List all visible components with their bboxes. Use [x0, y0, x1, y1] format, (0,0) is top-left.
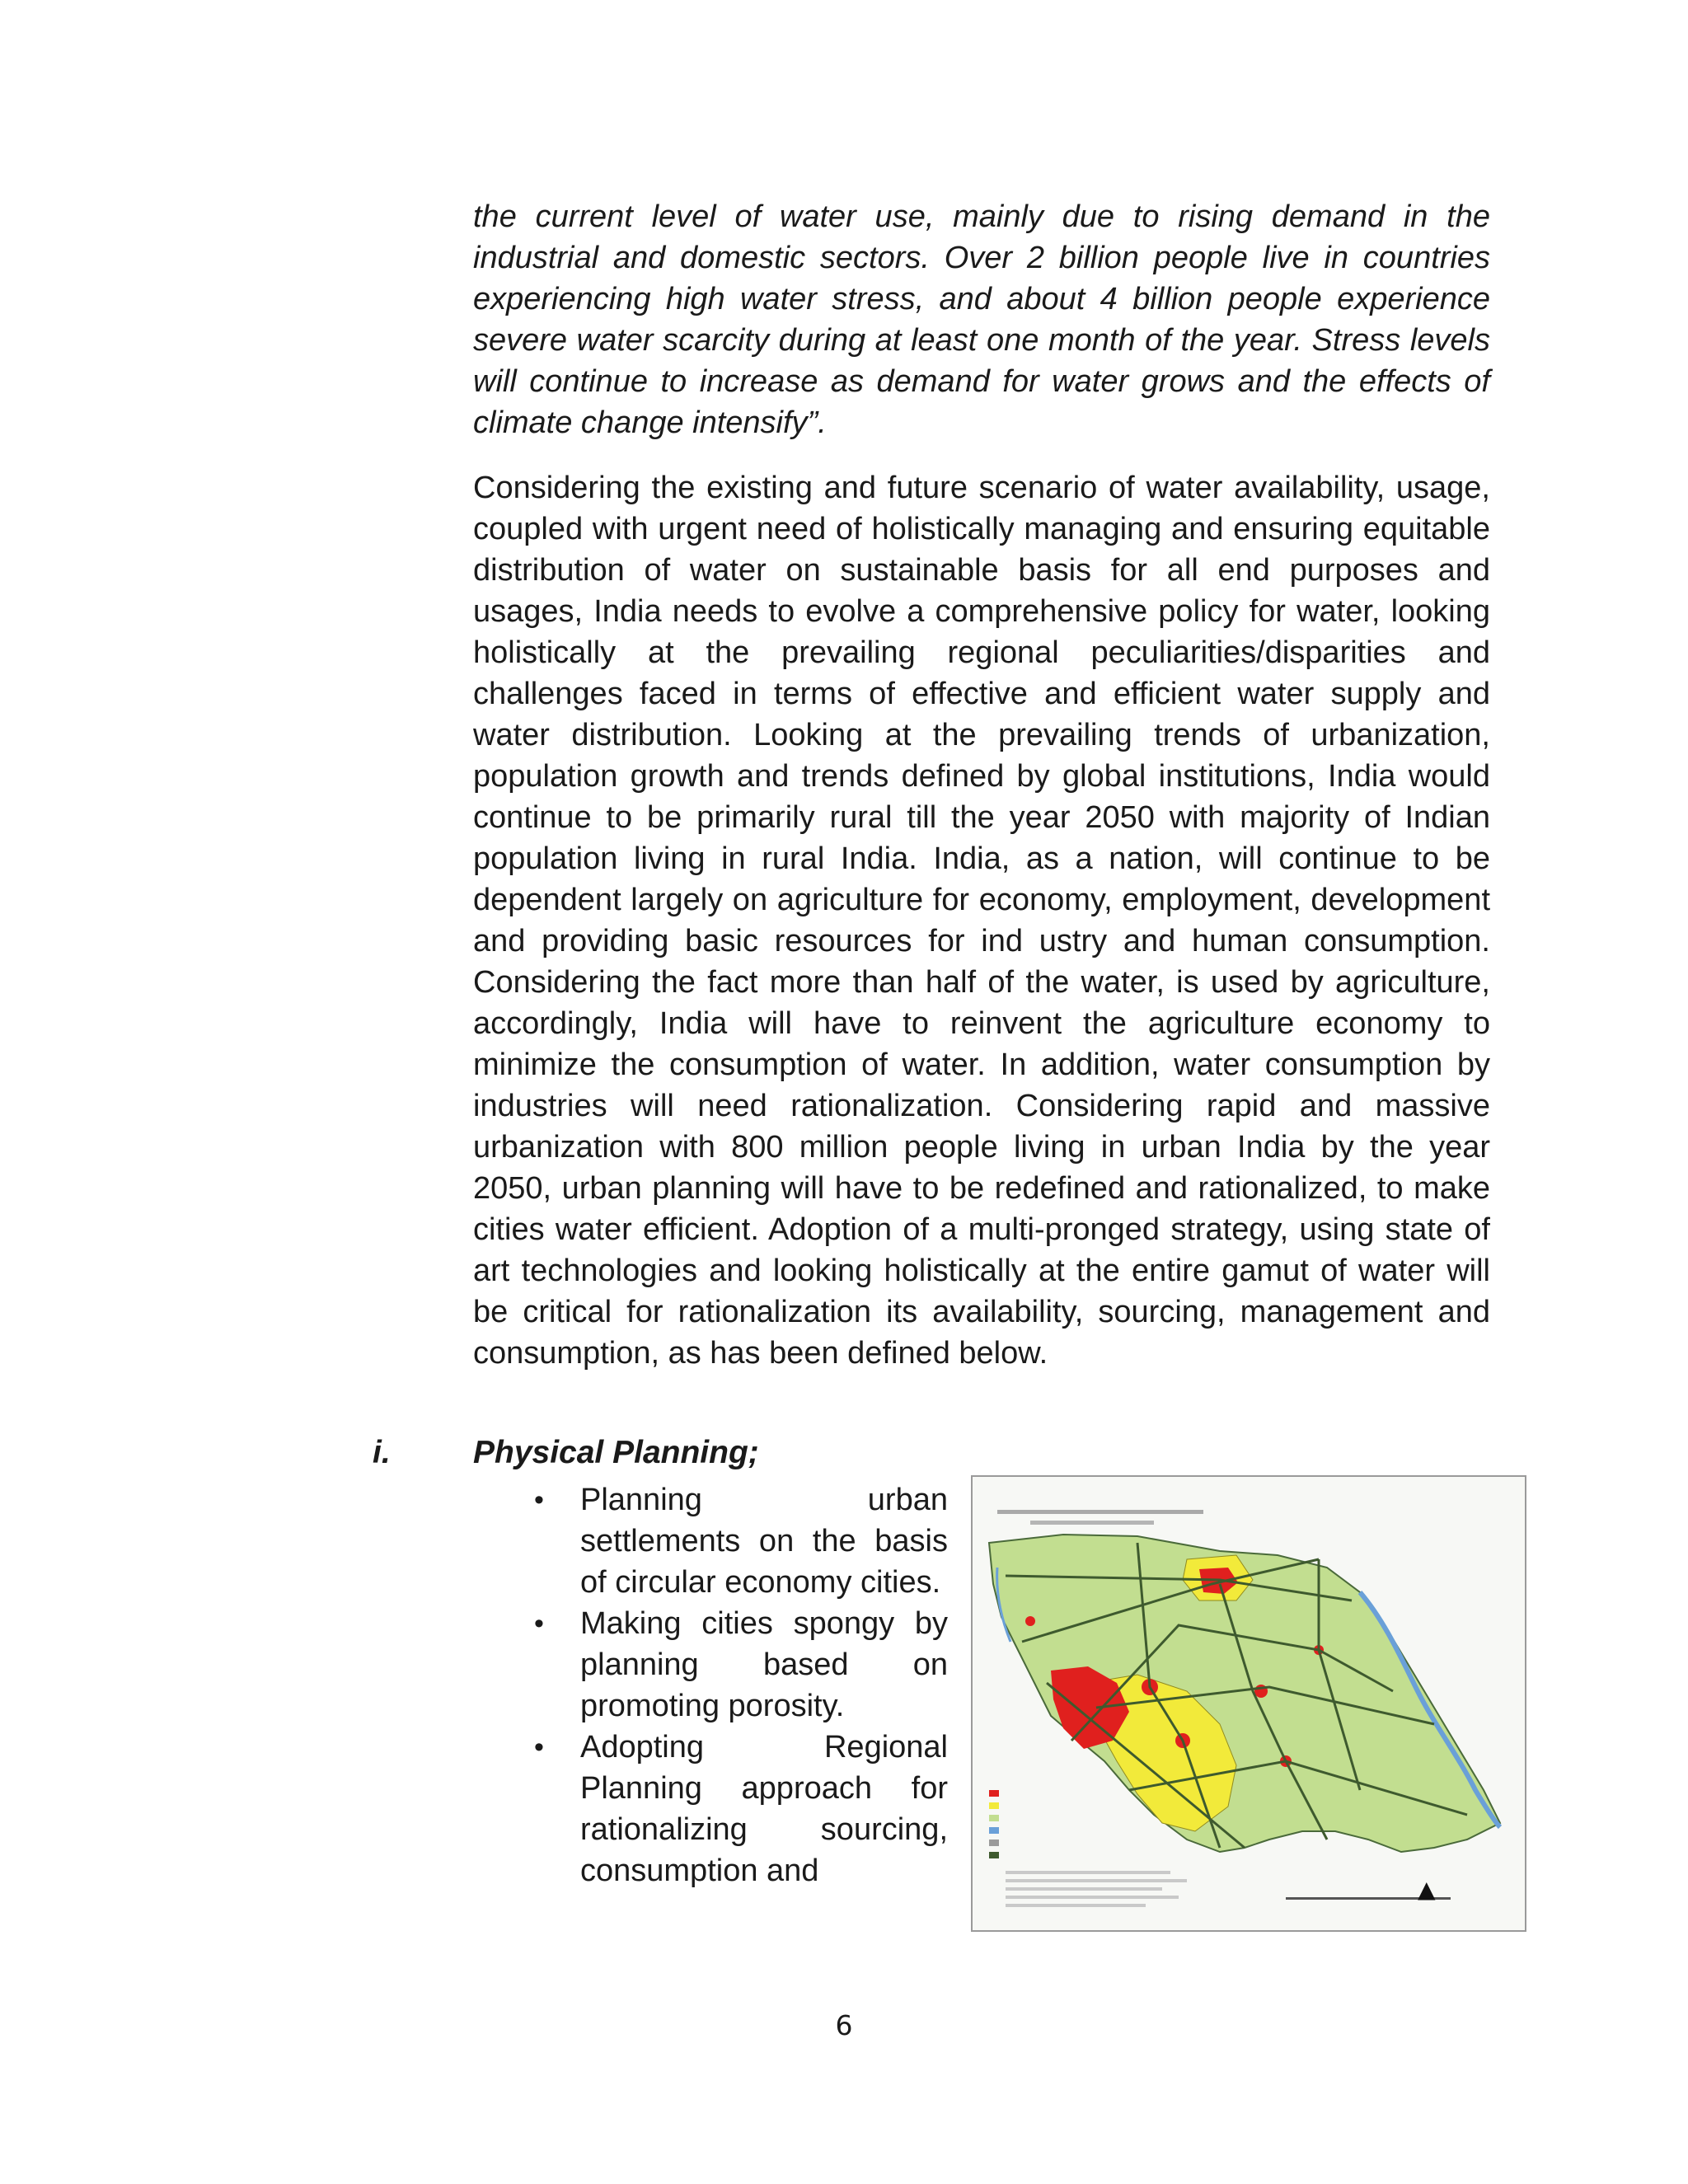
regional-plan-map-graphic [973, 1477, 1525, 1930]
bullet-text: Planning urban settlements on the basis of circular economy cities. [580, 1483, 948, 1600]
bullet-text: Making cities spongy by planning based on promoting porosity. [580, 1606, 948, 1723]
section-number: i. [373, 1435, 391, 1470]
bullet-item [529, 1727, 948, 1891]
bullet-list [529, 1479, 948, 1891]
bullet-item [529, 1479, 948, 1603]
map-title-line [997, 1510, 1203, 1514]
quote-paragraph: the current level of water use, mainly due to rising demand in the industrial and domestic sectors. Over 2 billion people live in countries experiencing high water stress, and about 4 billion people experience severe water scarcity during at least one month of the year. Stress levels will continue to increase as demand for water grows and the effects of climate change intensify”. [473, 199, 1490, 440]
body-paragraph: Considering the existing and future scenario of water availability, usage, coupled with urgent need of holistically managing and ensuring equitable distribution of water on sustainable basis for all end purposes and usages, India needs to evolve a comprehensive policy for water, looking holistically at the prevailing regional peculiarities/disparities and challenges faced in terms of effective and efficient water supply and water distribution. Looking at the prevailing trends of urbanization, population growth and trends defined by global institutions, India would continue to be primarily rural till the year 2050 with majority of Indian population living in rural India. India, as a nation, will continue to be dependent largely on agriculture for economy, employment, development and providing basic resources for ind ustry and human consumption. Considering the fact more than half of the water, is used by agriculture, accordingly, India will have to reinvent the agriculture economy to minimize the consumption of water. In addition, water consumption by industries will need rationalization. Considering rapid and massive urbanization with 800 million people living in urban India by the year 2050, urban planning will have to be redefined and rationalized, to make cities water efficient. Adoption of a multi-pronged strategy, using state of art technologies and looking holistically at the entire gamut of water will be critical for rationalization its availability, sourcing, management and consumption, as has been defined below. [473, 471, 1490, 1371]
map-subtitle-line [1030, 1521, 1154, 1525]
north-arrow-icon: ▲ [1418, 1876, 1436, 1903]
bullet-icon: • [534, 1608, 544, 1639]
bullet-icon: • [534, 1484, 544, 1516]
bullet-text: Adopting Regional Planning approach for rationalizing sourcing, consumption and [580, 1730, 948, 1888]
page-number: 6 [835, 2009, 853, 2041]
section-heading [373, 1432, 759, 1474]
bullet-item [529, 1603, 948, 1727]
regional-plan-map-image [971, 1475, 1526, 1932]
section-title: Physical Planning; [473, 1435, 759, 1470]
map-notes [1006, 1871, 1187, 1907]
map-builtup-node [1025, 1616, 1035, 1626]
bullet-icon: • [534, 1732, 544, 1763]
map-legend [989, 1790, 999, 1858]
